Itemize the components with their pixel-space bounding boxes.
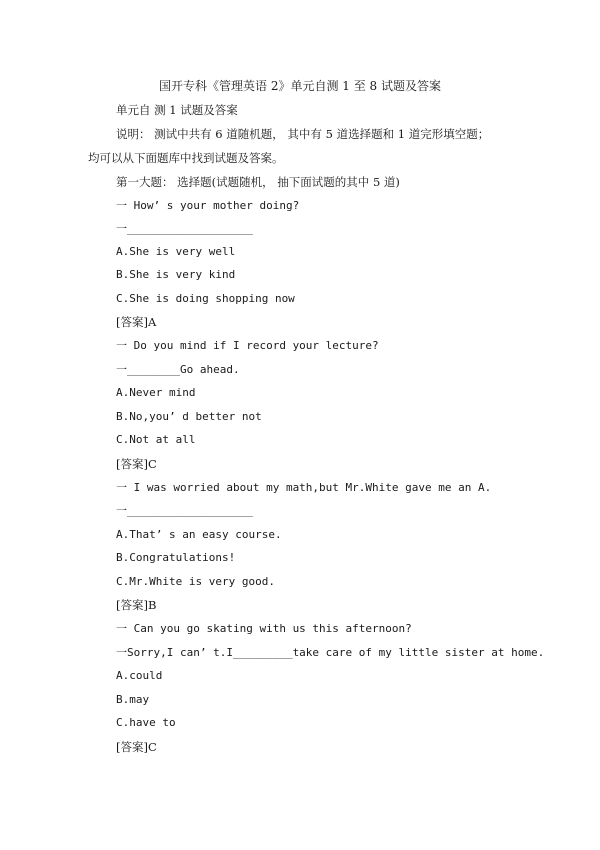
question-prompt: 一 Can you go skating with us this afternoon? xyxy=(116,622,412,635)
question-prompt: 一 I was worried about my math,but Mr.White gave me an A. xyxy=(116,481,492,494)
option-b: B.No,you’ d better not xyxy=(116,410,262,423)
question-reply: 一Sorry,I can’ t.I_________take care of my little sister at home. xyxy=(116,646,545,659)
intro-line-2: 均可以从下面题库中找到试题及答案。 xyxy=(88,151,284,165)
option-a: A.Never mind xyxy=(116,386,196,399)
option-b: B.may xyxy=(116,693,150,706)
question-prompt: 一 How’ s your mother doing? xyxy=(116,199,300,212)
unit-heading: 单元自 测 1 试题及答案 xyxy=(116,103,238,117)
section-heading: 第一大题： 选择题(试题随机， 抽下面试题的其中 5 道) xyxy=(116,175,400,189)
option-a: A.She is very well xyxy=(116,245,236,258)
option-c: C.She is doing shopping now xyxy=(116,292,295,305)
option-c: C.Not at all xyxy=(116,433,196,446)
answer-label: [答案]C xyxy=(116,740,157,754)
question-reply: 一________Go ahead. xyxy=(116,363,240,376)
intro-line-1: 说明： 测试中共有 6 道随机题， 其中有 5 道选择题和 1 道完形填空题； xyxy=(116,127,490,141)
option-c: C.have to xyxy=(116,716,176,729)
question-reply: 一___________________ xyxy=(116,504,253,517)
option-b: B.She is very kind xyxy=(116,268,236,281)
option-a: A.That’ s an easy course. xyxy=(116,528,282,541)
option-c: C.Mr.White is very good. xyxy=(116,575,275,588)
answer-label: [答案]C xyxy=(116,457,157,471)
document-title: 国开专科《管理英语 2》单元自测 1 至 8 试题及答案 xyxy=(159,79,441,93)
option-a: A.could xyxy=(116,669,163,682)
question-prompt: 一 Do you mind if I record your lecture? xyxy=(116,339,379,352)
answer-label: [答案]B xyxy=(116,598,157,612)
question-reply: 一___________________ xyxy=(116,222,253,235)
answer-label: [答案]A xyxy=(116,315,157,329)
option-b: B.Congratulations! xyxy=(116,551,236,564)
